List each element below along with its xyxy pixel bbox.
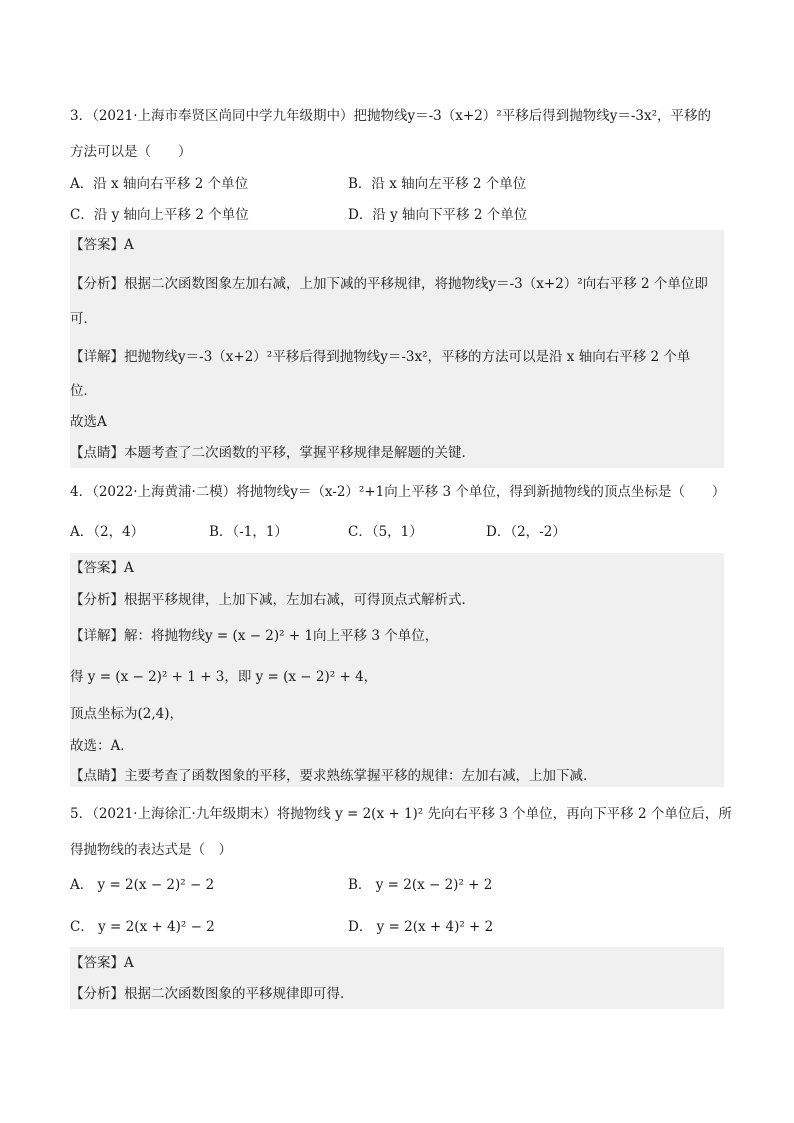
q3-option-a: A．沿 x 轴向右平移 2 个单位 bbox=[70, 176, 249, 192]
q3-comment: 【点睛】本题考查了二次函数的平移，掌握平移规律是解题的关键． bbox=[70, 445, 475, 461]
q4-detail-line2: 得 y = (x − 2)² + 1 + 3，即 y = (x − 2)² + 4， bbox=[70, 669, 378, 685]
q4-option-d: D．（2，-2） bbox=[486, 524, 566, 540]
q4-comment: 【点睛】主要考查了函数图象的平移，要求熟练掌握平移的规律：左加右减，上加下减． bbox=[70, 768, 597, 784]
q5-option-c: C． y = 2(x + 4)² − 2 bbox=[70, 919, 215, 935]
q4-detail-line1: 【详解】解：将抛物线y = (x − 2)² + 1向上平移 3 个单位， bbox=[70, 628, 439, 644]
q3-analysis-line2: 可． bbox=[70, 311, 97, 327]
q3-stem-line1: 3．（2021·上海市奉贤区尚同中学九年级期中）把抛物线y＝-3（x+2）²平移后得到抛物线y＝-3x²，平移的 bbox=[70, 108, 711, 124]
q4-choice: 故选：A． bbox=[70, 738, 134, 754]
q3-choice: 故选A bbox=[70, 414, 107, 430]
q3-option-b: B．沿 x 轴向左平移 2 个单位 bbox=[348, 176, 527, 192]
q5-option-a: A． y = 2(x − 2)² − 2 bbox=[70, 877, 215, 893]
q3-option-c: C．沿 y 轴向上平移 2 个单位 bbox=[70, 207, 249, 223]
q5-answer: 【答案】A bbox=[70, 955, 134, 971]
q3-detail-line1: 【详解】把抛物线y＝-3（x+2）²平移后得到抛物线y＝-3x²，平移的方法可以是沿 x 轴向右平移 2 个单 bbox=[70, 349, 691, 365]
q4-stem: 4．（2022·上海黄浦·二模）将抛物线y＝（x-2）²+1向上平移 3 个单位，得到新抛物线的顶点坐标是（ ） bbox=[70, 484, 726, 500]
q4-option-c: C．（5，1） bbox=[348, 524, 423, 540]
q4-analysis: 【分析】根据平移规律，上加下减，左加右减，可得顶点式解析式． bbox=[70, 592, 475, 608]
q5-analysis: 【分析】根据二次函数图象的平移规律即可得． bbox=[70, 986, 354, 1002]
q4-answer: 【答案】A bbox=[70, 560, 134, 576]
q3-analysis-line1: 【分析】根据二次函数图象左加右减，上加下减的平移规律，将抛物线y＝-3（x+2）²向右平移 2 个单位即 bbox=[70, 276, 708, 292]
q5-option-d: D． y = 2(x + 4)² + 2 bbox=[348, 919, 494, 935]
q5-stem-line1: 5．（2021·上海徐汇·九年级期末）将抛物线 y = 2(x + 1)² 先向右平移 3 个单位，再向下平移 2 个单位后，所 bbox=[70, 806, 732, 822]
q3-answer: 【答案】A bbox=[70, 237, 134, 253]
q4-detail-line3: 顶点坐标为(2,4)， bbox=[70, 706, 184, 722]
q5-option-b: B． y = 2(x − 2)² + 2 bbox=[348, 877, 493, 893]
q5-stem-line2: 得抛物线的表达式是（ ） bbox=[70, 842, 232, 858]
q3-detail-line2: 位． bbox=[70, 383, 97, 399]
q3-option-d: D．沿 y 轴向下平移 2 个单位 bbox=[348, 207, 528, 223]
q4-option-b: B．（-1，1） bbox=[209, 524, 288, 540]
q3-stem-line2: 方法可以是（ ） bbox=[70, 144, 192, 160]
q4-option-a: A．（2，4） bbox=[70, 524, 145, 540]
